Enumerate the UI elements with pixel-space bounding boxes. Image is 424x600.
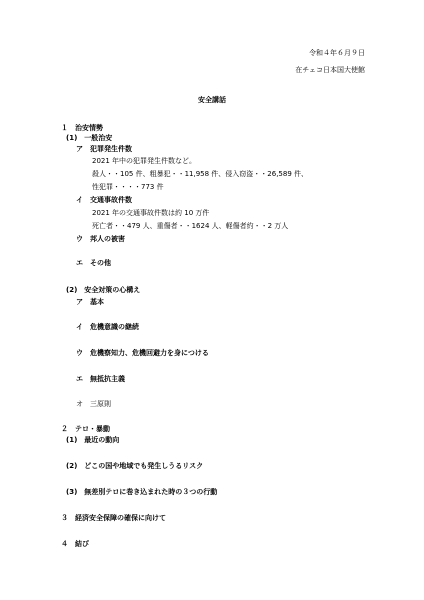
item-three-principles: オ 三原則 bbox=[76, 400, 111, 408]
section-1-1-heading: (1) 一般治安 bbox=[66, 134, 113, 142]
item-risk-awareness: イ 危機意識の継続 bbox=[76, 323, 139, 331]
section-3-heading: ３ 経済安全保障の確保に向けて bbox=[61, 514, 166, 522]
item-japanese-victims-heading: ウ 邦人の被害 bbox=[76, 235, 125, 243]
crime-count-text-2: 殺人・・105 件、粗暴犯・・11,958 件、侵入窃盗・・26,589 件、 bbox=[92, 170, 309, 178]
item-risk-detection: ウ 危機察知力、危機回避力を身につける bbox=[76, 349, 209, 357]
section-1-2-heading: (2) 安全対策の心構え bbox=[66, 286, 141, 294]
document-issuer: 在チェコ日本国大使館 bbox=[295, 66, 365, 74]
item-basics: ア 基本 bbox=[76, 298, 104, 306]
item-traffic-accidents-heading: イ 交通事故件数 bbox=[76, 196, 132, 204]
document-date: 令和４年６月９日 bbox=[309, 49, 365, 57]
crime-count-text-3: 性犯罪・・・・773 件 bbox=[92, 183, 164, 191]
section-2-heading: ２ テロ・暴動 bbox=[61, 425, 110, 433]
section-1-heading: １ 治安情勢 bbox=[61, 124, 103, 132]
section-4-heading: ４ 結び bbox=[61, 540, 89, 548]
section-2-1-heading: (1) 最近の動向 bbox=[66, 436, 120, 444]
traffic-accidents-text-2: 死亡者・・479 人、重傷者・・1624 人、軽傷者約・・2 万人 bbox=[92, 222, 289, 230]
item-crime-count-heading: ア 犯罪発生件数 bbox=[76, 145, 132, 153]
section-2-3-heading: (3) 無差別テロに巻き込まれた時の３つの行動 bbox=[66, 488, 218, 496]
crime-count-text-1: 2021 年中の犯罪発生件数など。 bbox=[92, 157, 197, 165]
item-other-heading: エ その他 bbox=[76, 259, 111, 267]
item-non-resistance: エ 無抵抗主義 bbox=[76, 375, 125, 383]
traffic-accidents-text-1: 2021 年の交通事故件数は約 10 万件 bbox=[92, 209, 210, 217]
document-title: 安全講話 bbox=[198, 96, 226, 104]
section-2-2-heading: (2) どこの国や地域でも発生しうるリスク bbox=[66, 462, 204, 470]
